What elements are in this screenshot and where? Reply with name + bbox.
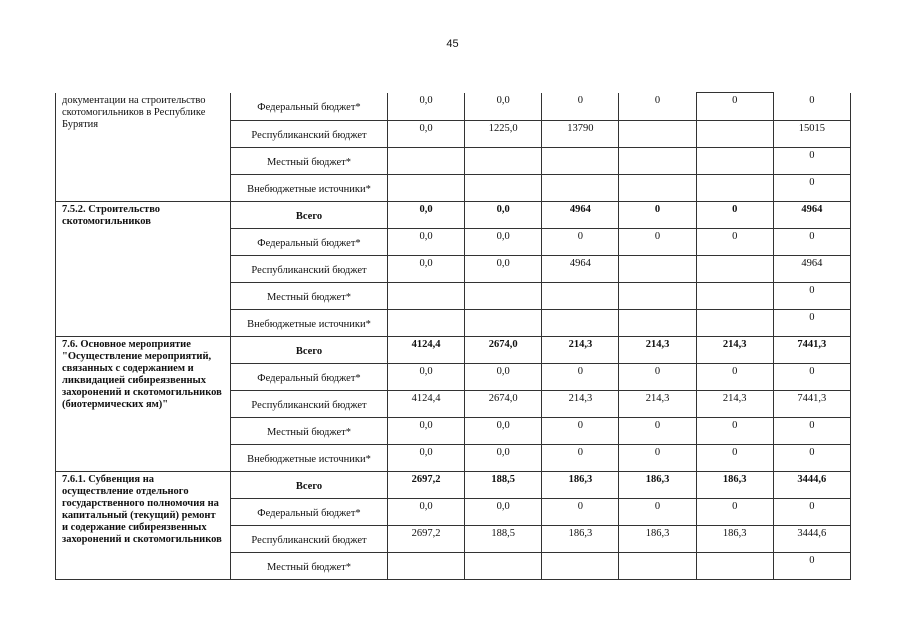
value-cell: 4124,4 (388, 337, 465, 364)
value-cell: 0 (619, 93, 696, 121)
value-cell (388, 283, 465, 310)
value-cell: 0 (619, 445, 696, 472)
value-cell: 214,3 (696, 391, 773, 418)
value-cell: 0,0 (388, 202, 465, 229)
measure-name: 7.6.1. Субвенция на осуществление отдельного государственного полномочия на капитальный (текущий) ремонт и содержание сибиреязвенных захоронений и скотомогильников (56, 472, 231, 580)
value-cell (696, 553, 773, 580)
value-cell: 0,0 (465, 202, 542, 229)
funding-source: Республиканский бюджет (231, 256, 388, 283)
value-cell: 0 (696, 229, 773, 256)
value-cell (696, 121, 773, 148)
funding-source: Внебюджетные источники* (231, 310, 388, 337)
value-cell (465, 310, 542, 337)
funding-source: Федеральный бюджет* (231, 364, 388, 391)
value-cell (619, 175, 696, 202)
value-cell: 0 (773, 148, 850, 175)
funding-source: Республиканский бюджет (231, 121, 388, 148)
value-cell: 214,3 (619, 337, 696, 364)
value-cell: 7441,3 (773, 391, 850, 418)
value-cell (619, 148, 696, 175)
value-cell: 0 (696, 364, 773, 391)
value-cell: 214,3 (542, 337, 619, 364)
value-cell: 2674,0 (465, 337, 542, 364)
value-cell: 0 (619, 499, 696, 526)
funding-source: Всего (231, 202, 388, 229)
budget-table-body (56, 93, 851, 580)
value-cell: 186,3 (619, 472, 696, 499)
funding-source: Республиканский бюджет (231, 526, 388, 553)
value-cell: 2697,2 (388, 526, 465, 553)
value-cell: 0,0 (465, 229, 542, 256)
funding-source: Федеральный бюджет* (231, 229, 388, 256)
value-cell: 0 (619, 364, 696, 391)
value-cell: 0,0 (388, 445, 465, 472)
value-cell: 0,0 (465, 499, 542, 526)
value-cell: 0,0 (465, 418, 542, 445)
table-row (56, 472, 851, 499)
page-number: 45 (446, 38, 459, 50)
value-cell: 0 (542, 364, 619, 391)
value-cell (619, 553, 696, 580)
value-cell: 186,3 (619, 526, 696, 553)
value-cell (619, 310, 696, 337)
budget-table (55, 92, 851, 580)
value-cell: 3444,6 (773, 526, 850, 553)
value-cell: 0,0 (388, 499, 465, 526)
value-cell: 2674,0 (465, 391, 542, 418)
funding-source: Местный бюджет* (231, 148, 388, 175)
value-cell: 0 (696, 445, 773, 472)
value-cell (542, 148, 619, 175)
value-cell: 0 (773, 499, 850, 526)
value-cell (696, 175, 773, 202)
value-cell (465, 148, 542, 175)
value-cell (696, 310, 773, 337)
value-cell: 0 (619, 418, 696, 445)
value-cell (619, 256, 696, 283)
funding-source: Местный бюджет* (231, 283, 388, 310)
funding-source: Всего (231, 472, 388, 499)
funding-source: Всего (231, 337, 388, 364)
value-cell: 0 (542, 229, 619, 256)
table-row (56, 337, 851, 364)
value-cell: 0 (773, 175, 850, 202)
value-cell: 0 (696, 93, 773, 121)
measure-name: 7.5.2. Строительство скотомогильников (56, 202, 231, 337)
value-cell: 188,5 (465, 472, 542, 499)
value-cell: 4964 (773, 202, 850, 229)
value-cell: 0 (773, 553, 850, 580)
value-cell: 186,3 (542, 526, 619, 553)
value-cell: 0 (542, 499, 619, 526)
value-cell: 15015 (773, 121, 850, 148)
funding-source: Республиканский бюджет (231, 391, 388, 418)
funding-source: Внебюджетные источники* (231, 445, 388, 472)
value-cell: 0 (773, 418, 850, 445)
value-cell: 0,0 (465, 364, 542, 391)
value-cell: 0,0 (388, 229, 465, 256)
funding-source: Федеральный бюджет* (231, 93, 388, 121)
value-cell: 186,3 (542, 472, 619, 499)
value-cell: 186,3 (696, 472, 773, 499)
value-cell (696, 256, 773, 283)
value-cell (619, 283, 696, 310)
value-cell (465, 553, 542, 580)
value-cell: 3444,6 (773, 472, 850, 499)
value-cell: 0 (773, 310, 850, 337)
value-cell: 0,0 (388, 121, 465, 148)
value-cell: 0 (773, 93, 850, 121)
value-cell: 0,0 (388, 256, 465, 283)
value-cell: 0 (773, 364, 850, 391)
value-cell: 0 (773, 283, 850, 310)
value-cell: 0,0 (388, 93, 465, 121)
value-cell: 214,3 (542, 391, 619, 418)
value-cell: 2697,2 (388, 472, 465, 499)
measure-name: 7.6. Основное мероприятие "Осуществление мероприятий, связанных с содержанием и ликвидацией сибиреязвенных захоронений и скотомогильников (биотермических ям)" (56, 337, 231, 472)
value-cell: 4964 (773, 256, 850, 283)
value-cell (388, 553, 465, 580)
value-cell: 0,0 (465, 445, 542, 472)
value-cell (542, 310, 619, 337)
value-cell: 4124,4 (388, 391, 465, 418)
value-cell (388, 310, 465, 337)
funding-source: Местный бюджет* (231, 553, 388, 580)
value-cell: 0 (542, 93, 619, 121)
value-cell: 4964 (542, 256, 619, 283)
value-cell: 0 (542, 418, 619, 445)
value-cell: 1225,0 (465, 121, 542, 148)
value-cell: 0 (696, 499, 773, 526)
value-cell (388, 148, 465, 175)
value-cell (542, 283, 619, 310)
value-cell (619, 121, 696, 148)
value-cell (696, 283, 773, 310)
value-cell: 0,0 (388, 418, 465, 445)
value-cell: 0 (696, 202, 773, 229)
value-cell: 214,3 (619, 391, 696, 418)
value-cell: 0 (773, 229, 850, 256)
value-cell: 186,3 (696, 526, 773, 553)
funding-source: Федеральный бюджет* (231, 499, 388, 526)
value-cell (465, 283, 542, 310)
value-cell: 0 (542, 445, 619, 472)
value-cell: 0,0 (465, 93, 542, 121)
value-cell: 0 (773, 445, 850, 472)
value-cell (465, 175, 542, 202)
value-cell: 7441,3 (773, 337, 850, 364)
value-cell (542, 175, 619, 202)
table-row (56, 202, 851, 229)
table-row (56, 93, 851, 121)
value-cell: 0 (619, 229, 696, 256)
value-cell (388, 175, 465, 202)
value-cell: 188,5 (465, 526, 542, 553)
funding-source: Внебюджетные источники* (231, 175, 388, 202)
value-cell: 214,3 (696, 337, 773, 364)
value-cell (696, 148, 773, 175)
value-cell: 13790 (542, 121, 619, 148)
funding-source: Местный бюджет* (231, 418, 388, 445)
measure-name: документации на строительство скотомогильников в Республике Бурятия (56, 93, 231, 202)
value-cell: 0,0 (388, 364, 465, 391)
value-cell: 0 (696, 418, 773, 445)
value-cell: 0,0 (465, 256, 542, 283)
value-cell: 4964 (542, 202, 619, 229)
value-cell (542, 553, 619, 580)
value-cell: 0 (619, 202, 696, 229)
